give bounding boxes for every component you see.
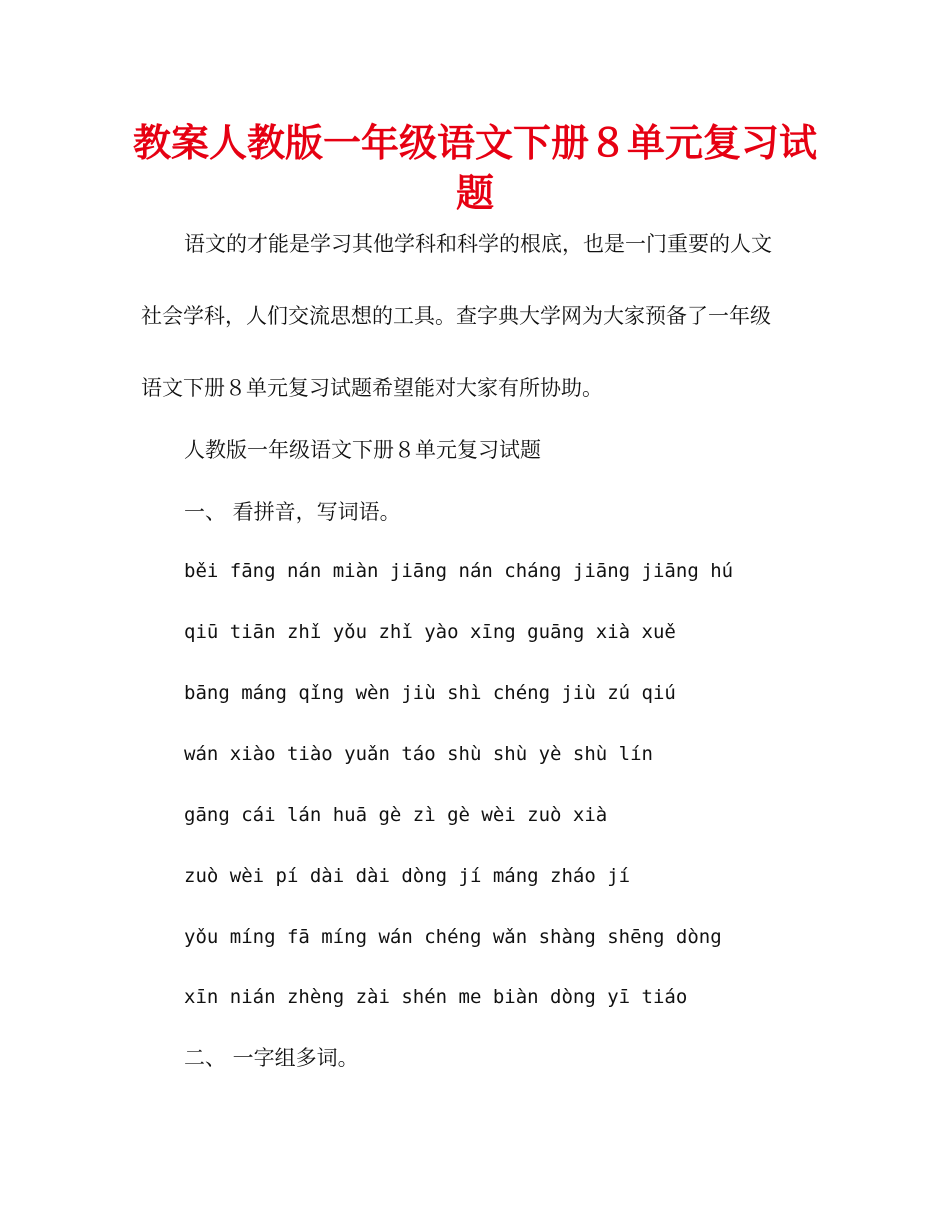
pinyin-line: xīn nián zhèng zài shén me biàn dòng yī tiáo bbox=[184, 986, 688, 1008]
pinyin-line: bāng máng qǐng wèn jiù shì chéng jiù zú qiú bbox=[184, 682, 676, 704]
section-1-heading: 一、 看拼音，写词语。 bbox=[184, 500, 401, 524]
intro-paragraph-line-1: 语文的才能是学习其他学科和科学的根底，也是一门重要的人文 bbox=[184, 232, 772, 256]
pinyin-line: zuò wèi pí dài dài dòng jí máng zháo jí bbox=[184, 865, 631, 887]
pinyin-line: běi fāng nán miàn jiāng nán cháng jiāng jiāng hú bbox=[184, 560, 734, 582]
pinyin-line: gāng cái lán huā gè zì gè wèi zuò xià bbox=[184, 804, 608, 826]
pinyin-line: yǒu míng fā míng wán chéng wǎn shàng shēng dòng bbox=[184, 926, 722, 948]
intro-paragraph-line-3: 语文下册８单元复习试题希望能对大家有所协助。 bbox=[141, 376, 603, 400]
section-2-heading: 二、 一字组多词。 bbox=[184, 1046, 359, 1070]
pinyin-line: wán xiào tiào yuǎn táo shù shù yè shù lín bbox=[184, 743, 653, 765]
document-title: 教案人教版一年级语文下册８单元复习试题 bbox=[132, 121, 817, 215]
intro-paragraph-line-2: 社会学科，人们交流思想的工具。查字典大学网为大家预备了一年级 bbox=[141, 304, 771, 328]
pinyin-line: qiū tiān zhǐ yǒu zhǐ yào xīng guāng xià xuě bbox=[184, 621, 676, 643]
document-subtitle: 人教版一年级语文下册８单元复习试题 bbox=[184, 438, 541, 462]
